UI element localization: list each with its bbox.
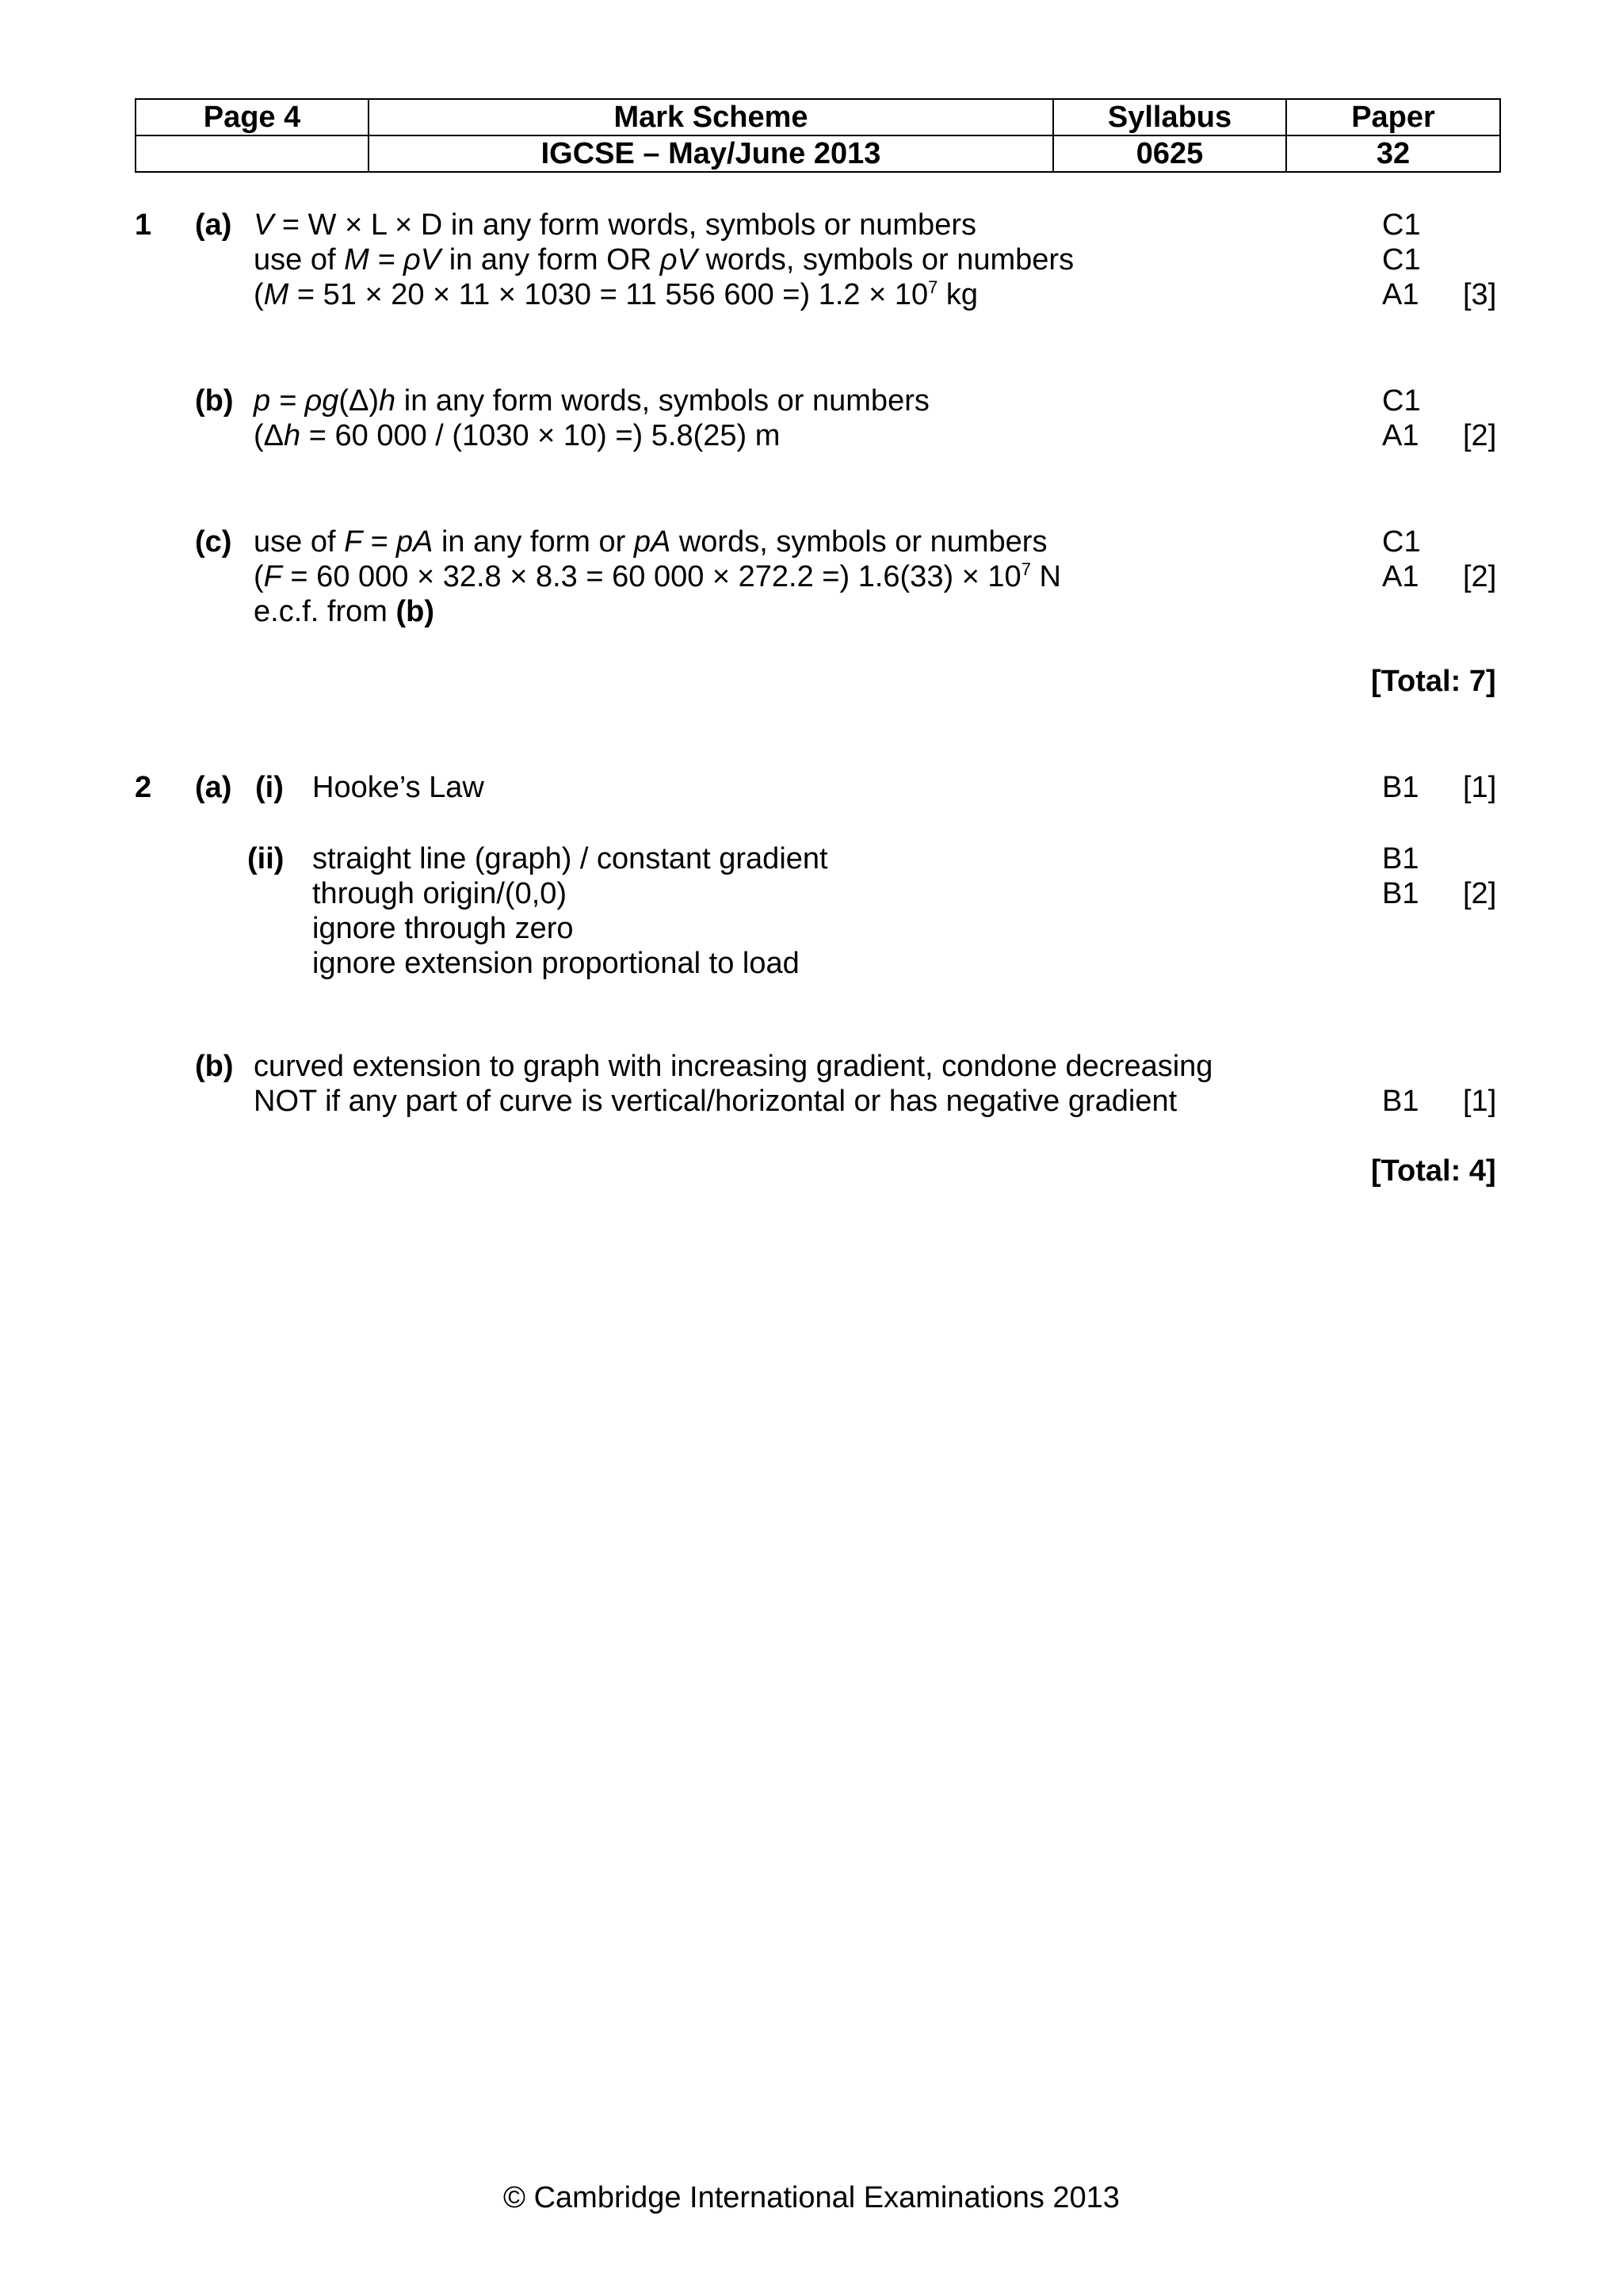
q1a-line-3-c: = 51 × 20 × 11 × 1030 = 11 556 600 =) 1.2 × 10 xyxy=(288,278,929,311)
header-row-2 xyxy=(136,135,1500,172)
q1b-mark: [2] xyxy=(1463,419,1497,452)
q1a-line-3-d: kg xyxy=(938,278,979,311)
q2aii-mark: [2] xyxy=(1463,877,1497,910)
header-row-1 xyxy=(136,99,1500,135)
q1b-line-1 xyxy=(254,383,930,418)
q2aii-line-1: straight line (graph) / constant gradient xyxy=(312,842,828,875)
header-empty-cell xyxy=(136,135,369,172)
q1a-var-v: V xyxy=(254,208,274,242)
header-syllabus-code: 0625 xyxy=(1053,135,1286,172)
q1b-code-2: A1 xyxy=(1382,419,1419,452)
q2aii-line-4: ignore extension proportional to load xyxy=(312,947,800,980)
q1c-line-1-a: use of xyxy=(254,525,345,559)
q2ai-mark: [1] xyxy=(1463,771,1497,804)
q1a-code-3: A1 xyxy=(1382,278,1419,311)
header-table xyxy=(135,98,1501,173)
subpart-label-2ai: (i) xyxy=(255,771,284,804)
q2b-code: B1 xyxy=(1382,1085,1419,1118)
header-title: Mark Scheme xyxy=(369,99,1053,135)
q1a-code-1: C1 xyxy=(1382,208,1421,242)
q1b-line-1-b: (Δ) xyxy=(338,384,380,418)
q1c-exponent: 7 xyxy=(1021,559,1031,579)
part-label-1b: (b) xyxy=(195,384,234,418)
q1c-line-1-d: pA xyxy=(633,525,671,559)
q1a-line-2-e: words, symbols or numbers xyxy=(697,243,1075,277)
q1a-exponent: 7 xyxy=(928,277,938,297)
q2aii-line-2: through origin/(0,0) xyxy=(312,877,567,910)
q2aii-code-2: B1 xyxy=(1382,877,1419,910)
header-paper-label: Paper xyxy=(1286,99,1500,135)
header-syllabus-label: Syllabus xyxy=(1053,99,1286,135)
q2aii-code-1: B1 xyxy=(1382,842,1419,875)
q1a-line-2 xyxy=(254,242,1074,277)
q1c-code-1: C1 xyxy=(1382,525,1421,559)
q2ai-text: Hooke’s Law xyxy=(312,771,484,804)
q1a-line-2-a: use of xyxy=(254,243,345,277)
q1c-line-2 xyxy=(254,559,1061,594)
q1a-line-3 xyxy=(254,277,978,312)
question-number-2: 2 xyxy=(135,771,152,804)
q1c-line-3 xyxy=(254,594,434,629)
q1c-line-2-b: F xyxy=(263,560,282,593)
q1c-mark: [2] xyxy=(1463,560,1497,593)
q1b-line-1-c: h xyxy=(379,384,396,418)
q1c-line-2-d: N xyxy=(1030,560,1061,593)
q2b-line-1: curved extension to graph with increasing gradient, condone decreasing xyxy=(254,1050,1213,1083)
footer-copyright: © Cambridge International Examinations 2013 xyxy=(503,2181,1120,2214)
q1a-line-3-b: M xyxy=(263,278,289,311)
q2aii-line-3: ignore through zero xyxy=(312,912,574,945)
q1b-line-1-a: p = ρg xyxy=(254,384,339,418)
header-exam: IGCSE – May/June 2013 xyxy=(369,135,1053,172)
q1b-code-1: C1 xyxy=(1382,384,1421,418)
q1a-line-2-c: in any form OR xyxy=(441,243,660,277)
q1a-line-2-b: M = ρV xyxy=(344,243,441,277)
part-label-1a: (a) xyxy=(195,208,232,242)
header-paper-number: 32 xyxy=(1286,135,1500,172)
q1b-line-2-b: h xyxy=(284,419,301,452)
q1c-line-1-e: words, symbols or numbers xyxy=(670,525,1048,559)
subpart-label-2aii: (ii) xyxy=(247,842,285,875)
q1b-line-2-c: = 60 000 / (1030 × 10) =) 5.8(25) m xyxy=(300,419,781,452)
q2b-mark: [1] xyxy=(1463,1085,1497,1118)
q1-total: [Total: 7] xyxy=(1371,665,1496,698)
question-number-1: 1 xyxy=(135,208,152,242)
q1c-line-3-b: (b) xyxy=(395,595,435,628)
q1c-line-3-a: e.c.f. from xyxy=(254,595,396,628)
part-label-1c: (c) xyxy=(195,525,232,559)
q1c-line-1-c: in any form or xyxy=(433,525,634,559)
q2ai-code: B1 xyxy=(1382,771,1419,804)
q1c-line-1-b: F = pA xyxy=(344,525,433,559)
q1b-line-2 xyxy=(254,418,780,453)
q1a-line-2-d: ρV xyxy=(659,243,697,277)
q2b-line-2: NOT if any part of curve is vertical/horizontal or has negative gradient xyxy=(254,1085,1178,1118)
q1b-line-1-d: in any form words, symbols or numbers xyxy=(395,384,930,418)
q1a-code-2: C1 xyxy=(1382,243,1421,277)
q1a-mark: [3] xyxy=(1463,278,1497,311)
q1a-line-1 xyxy=(254,208,976,242)
q1c-line-1 xyxy=(254,524,1047,559)
q1c-line-2-a: ( xyxy=(254,560,264,593)
q1c-line-2-c: = 60 000 × 32.8 × 8.3 = 60 000 × 272.2 =) 1.6(33) × 10 xyxy=(281,560,1022,593)
q1a-line-3-a: ( xyxy=(254,278,264,311)
q2-total: [Total: 4] xyxy=(1371,1154,1496,1188)
q1a-line-1-text: = W × L × D in any form words, symbols or numbers xyxy=(273,208,976,242)
q1b-line-2-a: (Δ xyxy=(254,419,285,452)
q1c-code-2: A1 xyxy=(1382,560,1419,593)
header-page: Page 4 xyxy=(136,99,369,135)
part-label-2b: (b) xyxy=(195,1050,234,1083)
part-label-2a: (a) xyxy=(195,771,232,804)
